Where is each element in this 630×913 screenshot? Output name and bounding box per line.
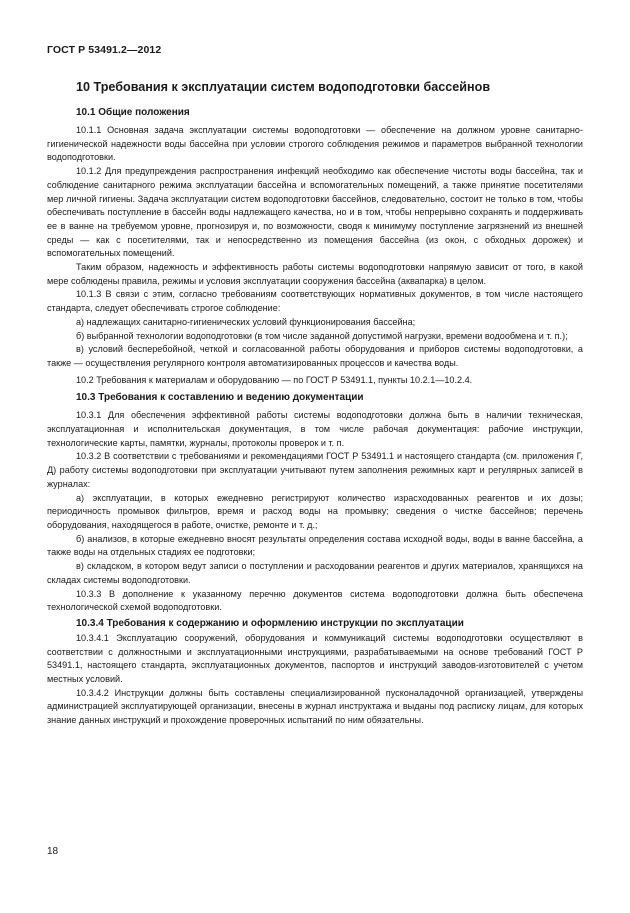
paragraph: 10.3.3 В дополнение к указанному перечню документов система водоподготовки должна быть обеспечена технологической схемой водоподготовки. bbox=[47, 588, 583, 613]
list-item: б) анализов, в которые ежедневно вносят результаты определения состава исходной воды, воды в ванне бассейна, а также воды на отдельных стадиях ее подготовки; bbox=[47, 533, 583, 558]
paragraph: 10.1.3 В связи с этим, согласно требованиям соответствующих нормативных документов, в том числе настоящего стандарта, следует обеспечивать строгое соблюдение: bbox=[47, 289, 583, 314]
list-item: а) эксплуатации, в которых ежедневно регистрируют количество израсходованных реагентов и их дозы; периодичность промывок фильтров, время и расход воды на промывку; сведения о чистке бассейнов; перечень оборудования, находящегося в работе, очистке, ремонте и т. д.; bbox=[47, 492, 583, 530]
page-number: 18 bbox=[47, 846, 59, 857]
page-content bbox=[47, 79, 583, 728]
paragraph: 10.3.1 Для обеспечения эффективной работы системы водоподготовки должна быть в наличии техническая, эксплуатационная и исполнительская документация, в том числе рабочая документация: рабочие инструкции, технологические карты, памятки, журналы, протоколы проверок и т. п. bbox=[47, 410, 583, 448]
paragraph: 10.3.4.2 Инструкции должны быть составлены специализированной пусконаладочной организацией, утверждены администрацией эксплуатирующей организации, внесены в журнал инструктажа и выданы под расписку лицам, для которых знание данных инструкций и прохождение проверочных испытаний по ним обязательны. bbox=[47, 687, 583, 726]
paragraph: 10.1.1 Основная задача эксплуатации системы водоподготовки — обеспечение на должном уровне санитарно-гигиенической надежности воды бассейна при условии строгого соблюдения режимов и параметров выбранной технологии водоподготовки. bbox=[47, 125, 583, 163]
list-item: б) выбранной технологии водоподготовки (в том числе заданной допустимой нагрузки, времени водообмена и т. п.); bbox=[76, 330, 568, 341]
subsection-title-10-1: 10.1 Общие положения bbox=[76, 107, 190, 118]
paragraph: Таким образом, надежность и эффективность работы системы водоподготовки напрямую зависит от того, в какой мере соблюдены правила, режимы и условия эксплуатации сооружения бассейна (аквапарка) в целом. bbox=[47, 262, 583, 286]
paragraph: 10.3.4.1 Эксплуатацию сооружений, оборудования и коммуникаций системы водоподготовки осуществляют в соответствии с должностными и эксплуатационными инструкциями, разрабатываемыми на основе требований ГОСТ Р 53491.1, настоящего стандарта, эксплуатационных документов, паспортов и инструкций заводов-изготовителей с учетом местных условий. bbox=[47, 632, 583, 685]
paragraph: 10.1.2 Для предупреждения распространения инфекций необходимо как обеспечение чистоты воды бассейна, так и соблюдение санитарного режима эксплуатации бассейна и вспомогательных помещений, а также принятие посетителями мер личной гигиены. Задача эксплуатации систем водоподготовки бассейнов, следовательно, состоит не только в том, чтобы обеспечивать поступление в бассейн воды надлежащего качества, но и в том, чтобы непрерывно сохранять и поддерживать ее в ванне на требуемом уровне, прогнозируя и, по возможности, сводя к минимуму поступление загрязнений из внешней среды — как с посетителями, так и непосредственно из помещения бассейна (из окон, с обходных дорожек) и вспомогательных помещений. bbox=[47, 166, 583, 259]
subsection-10-2-text: 10.2 Требования к материалам и оборудованию — по ГОСТ Р 53491.1, пункты 10.2.1—10.2.4. bbox=[76, 374, 473, 385]
paragraph: 10.3.2 В соответствии с требованиями и рекомендациями ГОСТ Р 53491.1 и настоящего стандарта (см. приложения Г, Д) работу системы водоподготовки при эксплуатации учитывают путем заполнения режимных карт и регулярных записей в журналах: bbox=[47, 451, 583, 489]
section-title: 10 Требования к эксплуатации систем водоподготовки бассейнов bbox=[76, 80, 491, 94]
subsection-title-10-3: 10.3 Требования к составлению и ведению документации bbox=[76, 392, 364, 404]
list-item: а) надлежащих санитарно-гигиенических условий функционирования бассейна; bbox=[76, 316, 416, 327]
list-item: в) условий бесперебойной, четкой и согласованной работы оборудования и приборов системы водоподготовки, а также — осуществления регулярного контроля автоматизированных процессов и качества воды. bbox=[47, 344, 583, 368]
page-header: ГОСТ Р 53491.2—2012 bbox=[47, 44, 162, 56]
list-item: в) складском, в котором ведут записи о поступлении и расходовании реагентов и других материалов, хранящихся на складах системы водоподготовки. bbox=[47, 561, 583, 585]
subsection-title-10-3-4: 10.3.4 Требования к содержанию и оформлению инструкции по эксплуатации bbox=[76, 617, 464, 629]
